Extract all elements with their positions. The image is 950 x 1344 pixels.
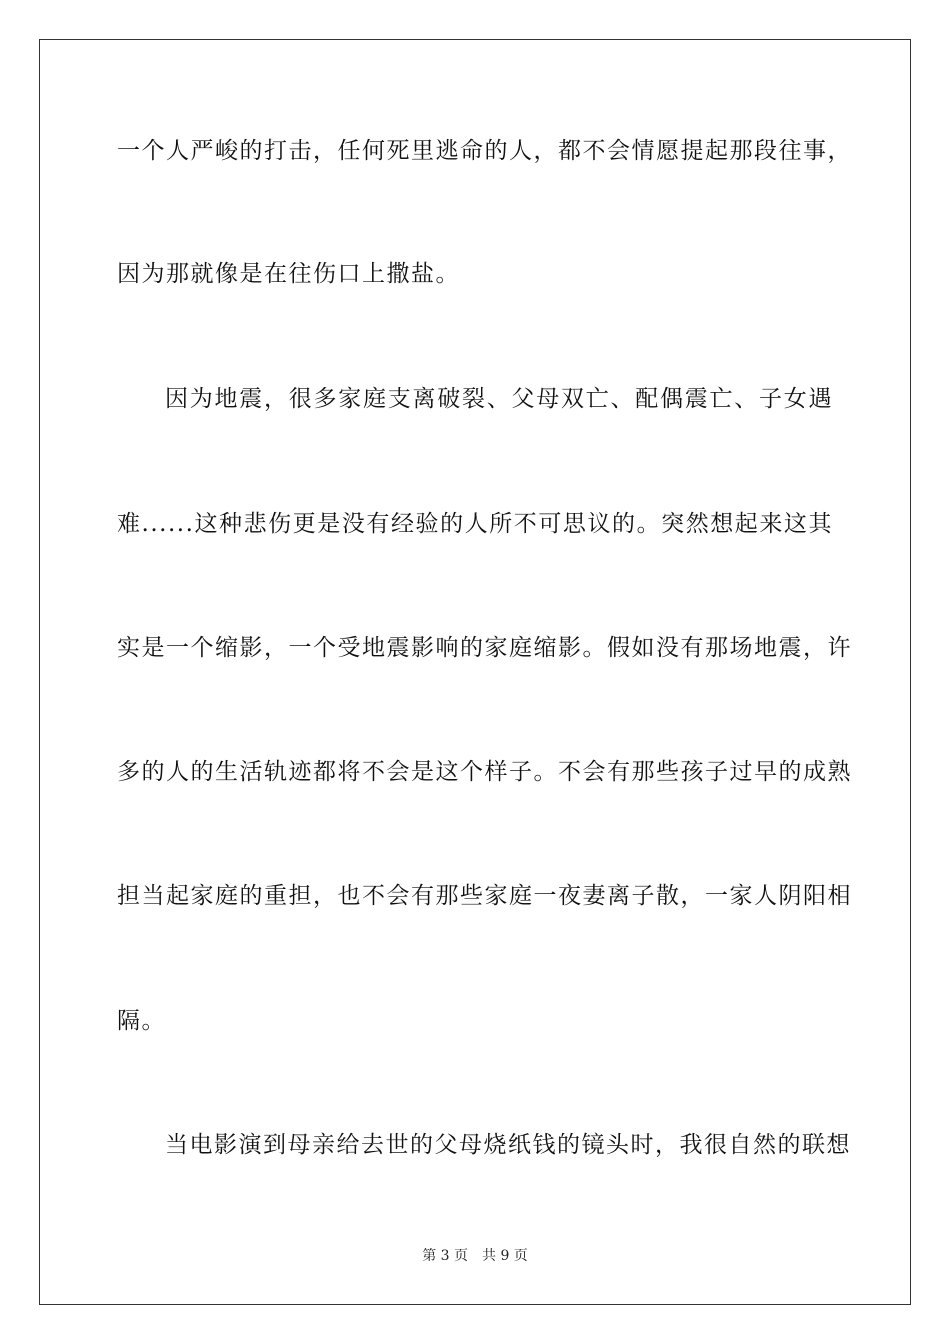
page-footer [0,1247,950,1265]
text-line: 一个人严峻的打击，任何死里逃命的人，都不会情愿提起那段往事， [117,138,852,164]
text-line: 多的人的生活轨迹都将不会是这个样子。不会有那些孩子过早的成熟 [117,759,852,785]
page-total: 共 9 页 [482,1248,528,1264]
page-border [39,39,911,1305]
text-line: 难......这种悲伤更是没有经验的人所不可思议的。突然想起来这其 [117,511,833,537]
text-line: 担当起家庭的重担，也不会有那些家庭一夜妻离子散，一家人阴阳相 [117,883,852,909]
text-line: 当电影演到母亲给去世的父母烧纸钱的镜头时，我很自然的联想 [165,1132,851,1158]
text-line: 实是一个缩影，一个受地震影响的家庭缩影。假如没有那场地震，许 [117,635,852,661]
text-line: 因为那就像是在往伤口上撒盐。 [117,261,460,287]
page-number: 第 3 页 [422,1248,468,1264]
text-line: 隔。 [117,1008,166,1034]
text-line: 因为地震，很多家庭支离破裂、父母双亡、配偶震亡、子女遇 [165,386,833,412]
